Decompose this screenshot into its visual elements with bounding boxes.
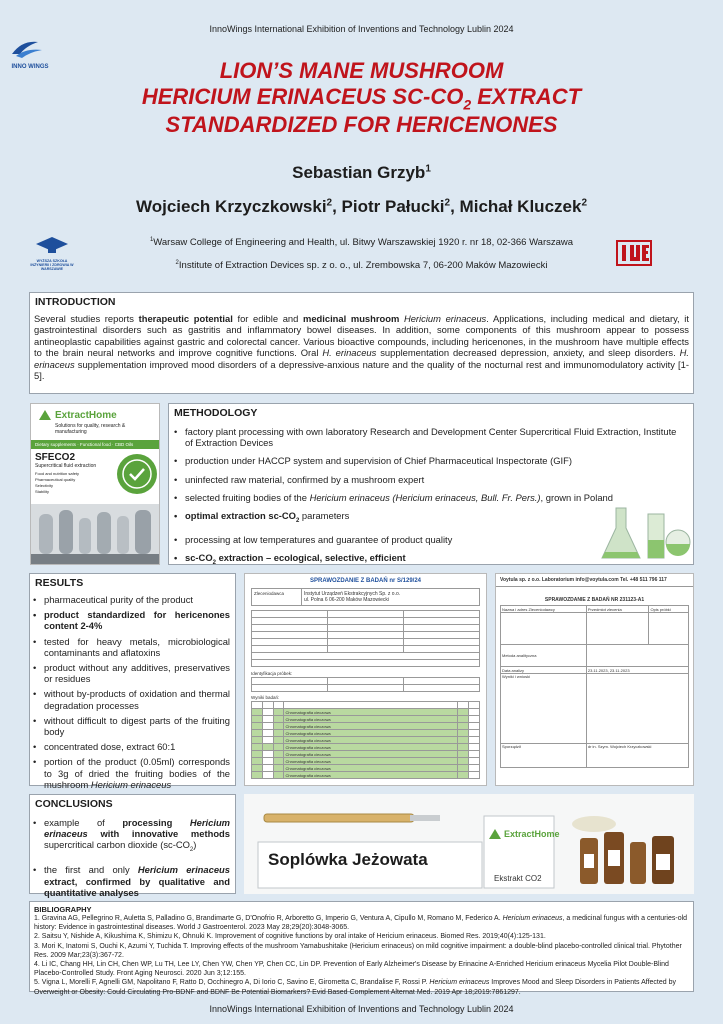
methodology-item: • selected fruiting bodies of the Hericium erinaceus (Hericium erinaceus, Bull. Fr. Pers.), grown in Poland	[174, 492, 686, 503]
report1-results-table: Chromatografia cieczowa Chromatografia cieczowa Chromatografia cieczowa Chromatografia cieczowa Chromatografia cieczowa Chromatografia cieczowa Chromatografia cieczowa Chromatografia cieczowa Chromatografia cieczowa Chromatografia cieczowa	[251, 701, 480, 779]
results-item: • tested for heavy metals, microbiological contaminants and aflatoxins	[33, 636, 230, 658]
extracthome-logo-icon	[37, 408, 53, 422]
lab-report-2	[495, 573, 694, 786]
product-brand: ExtractHome	[504, 829, 560, 839]
results-item: • pharmaceutical purity of the product	[33, 594, 230, 605]
school-logo	[28, 236, 76, 270]
brochure-feature: Pharmaceutical quality	[35, 477, 76, 482]
report1-ident-label: Identyfikacja próbek:	[251, 671, 293, 676]
results-item: • without difficult to digest parts of the fruiting body	[33, 715, 230, 737]
lab-report-1	[244, 573, 487, 786]
results-item: • concentrated dose, extract 60:1	[33, 741, 230, 752]
products-image	[244, 794, 694, 894]
conclusions-section	[29, 794, 236, 898]
brochure-feature: Selectivity	[35, 483, 54, 488]
bibliography-item: 4. Li IC, Chang HH, Lin CH, Chen WP, Lu TH, Lee LY, Chen YW, Chen YP, Chen CC, Lin DP. Prevention of Early Alzheimer's Disease by Erinacine A-Enriched Hericium erinaceus Mycelia Pilot Double-Blind Placebo-Controlled Study. Front Aging Neurosci. 2020 Jun 3;12:155.	[34, 961, 669, 978]
methodology-item: • processing at low temperatures and guarantee of product quality	[174, 534, 686, 545]
author-line2: Wojciech Krzyczkowski$^2$, Piotr Pałucki$^2$, Michał Kluczek$^2$	[136, 197, 587, 216]
title-line1: LION’S MANE MUSHROOM	[219, 58, 504, 83]
report1-info-table	[251, 610, 480, 667]
report1-ident-table	[251, 677, 480, 692]
results-item: • without by-products of oxidation and thermal degradation processes	[33, 688, 230, 710]
methodology-item: • production under HACCP system and supervision of Chief Pharmaceutical Inspectorate (GIF)	[174, 455, 686, 466]
brochure-image	[30, 403, 160, 565]
methodology-item: • $sc-CO_2$ extraction – ecological, selective, efficient	[174, 552, 686, 569]
brochure-categories: Dietary supplements · Functional food · CBD Oils	[31, 440, 159, 449]
brochure-feature: Stability	[35, 489, 50, 494]
footer-event: InnoWings International Exhibition of Inventions and Technology Lublin 2024	[209, 1004, 514, 1014]
results-section	[29, 573, 236, 790]
brochure-brand: ExtractHome	[55, 409, 117, 421]
bibliography-section	[29, 901, 694, 996]
bibliography-item: 1. Gravina AG, Pellegrino R, Auletta S, Palladino G, Brandimarte G, D'Onofrio R, Arboretto G, Imperio G, Ventura A, Cipullo M, Romano M, Federico A. Hericium erinaceus, a medicinal fungus with a centuries-old history: Evidence in gastrointestinal diseases. World J Gastroenterol. 2023 May 28;29(20):3048-3065.	[34, 915, 688, 932]
brochure-product-sub: Supercritical fluid extraction	[35, 463, 97, 469]
innowings-logo-text: INNO WINGS	[11, 64, 49, 70]
quality-badge-icon	[115, 452, 159, 496]
report1-client: Instytut Urządzeń Ekstrakcyjnych Sp. z o.o.	[304, 591, 401, 597]
affiliation-2: $^2$Institute of Extraction Devices sp. z o. o., ul. Zrembowska 7, 06-200 Maków Mazowiecki	[175, 260, 548, 272]
product-box-sub: Ekstrakt CO2	[494, 874, 542, 883]
iue-logo-icon	[616, 238, 652, 268]
products-illustration	[244, 794, 694, 894]
report1-results-label: Wyniki badań:	[251, 695, 280, 700]
brochure-tagline: Solutions for quality, research & manufacturing	[55, 423, 126, 435]
iue-logo	[616, 238, 652, 268]
affiliation-1: $^1$Warsaw College of Engineering and Health, ul. Bitwy Warszawskiej 1920 r. nr 18, 02-366 Warszawa	[149, 237, 574, 249]
methodology-heading: METHODOLOGY	[174, 407, 258, 419]
results-heading: RESULTS	[35, 577, 84, 589]
introduction-section	[29, 292, 694, 394]
header-event: InnoWings International Exhibition of Inventions and Technology Lublin 2024	[209, 24, 514, 34]
extraction-plant-illustration	[31, 504, 159, 564]
school-logo-text: WYŻSZA SZKOŁA INŻYNIERII I ZDROWIA W WARSZAWIE	[30, 259, 74, 272]
product-box-label: Soplówka Jeżowata	[268, 850, 428, 869]
title-line3: STANDARDIZED FOR HERICENONES	[165, 112, 558, 137]
methodology-item: • uninfected raw material, confirmed by a mushroom expert	[174, 474, 686, 485]
lab-glassware-image	[596, 478, 692, 562]
conclusions-item: • example of processing Hericium erinaceus with innovative methods supercritical carbon dioxide $(sc-CO_2)$	[33, 817, 230, 856]
title-line2: HERICIUM ERINACEUS $SC-CO_2$ EXTRACT	[141, 84, 582, 113]
report1-client-label: Zleceniodawca	[252, 589, 302, 605]
bibliography-item: 2. Saitsu Y, Nishide A, Kikushima K, Shimizu K, Ohnuki K. Improvement of cognitive functions by oral intake of Hericium erinaceus. Biomed Res. 2019;40(4):125-131.	[34, 933, 546, 941]
extracthome-logo-icon	[488, 828, 502, 840]
brochure-product: SFECO2	[35, 452, 76, 463]
report2-header: Voytula sp. z o.o. Laboratorium info@voytula.com Tel. +48 511 796 117	[496, 574, 693, 587]
conclusions-heading: CONCLUSIONS	[35, 798, 113, 810]
introduction-heading: INTRODUCTION	[35, 296, 116, 308]
introduction-text: Several studies reports therapeutic potential for edible and medicinal mushroom Hericium erinaceus. Applications, including medical and dietary, it gastrointestinal disorders such as gastritis and inflammatory bowel diseases. In addition, some components of this mushroom appear to possess antineoplastic capabilities against gastric and colorectal cancer. Various bioactive compounds, including hericenones, in the mushroom have multiple effects to the brain neural networks and improve cognitive functions. Oral H. erinaceus supplementation decreased depression, anxiety, and sleep disorders. H. erinaceus supplementation improved mood disorders of a depressive-anxious nature and the quality of the nocturnal rest and immunomodulatory activity [1-5].	[34, 313, 689, 382]
report1-title: SPRAWOZDANIE Z BADAŃ nr S/129/24	[309, 578, 422, 584]
methodology-item: • factory plant processing with own laboratory Research and Development Center Supercritical Fluid Extraction, Institute of Extraction Devices	[174, 426, 686, 448]
school-crest-icon	[28, 236, 76, 254]
bibliography-heading: BIBLIOGRAPHY	[34, 905, 92, 914]
author-line1: Sebastian Grzyb$^1$	[292, 163, 431, 182]
brochure-feature: Food and nutrition safety	[35, 471, 80, 476]
report2-table: Nazwa i adres Zleceniodawcy Przedmiot zlecenia Opis próbki Metoda analityczna Data analizy 23.11.2023, 23.11.2023 Wyniki i wnioski Sporządził dr in. Szym. Wojciech Krzyczkowski	[500, 605, 689, 768]
results-item: • product without any additives, preservatives or residues	[33, 662, 230, 684]
results-item: • portion of the product (0.05ml) corresponds to 3g of dried the fruiting bodies of the mushroom Hericium erinaceus	[33, 756, 230, 790]
methodology-item: • optimal extraction $sc-CO_2$ parameters	[174, 510, 686, 527]
report2-title: SPRAWOZDANIE Z BADAŃ NR 231123-A1	[544, 597, 645, 603]
bibliography-item: 5. Vigna L, Morelli F, Agnelli GM, Napolitano F, Ratto D, Occhinegro A, Di Iorio C, Savino E, Girometta C, Brandalise F, Rossi P. Hericium erinaceus Improves Mood and Sleep Disorders in Patients Affected by Overweight or Obesity: Could Circulating Pro-BDNF and BDNF Be Potential Biomarkers? Evid Based Complement Alternat Med. 2019 Apr 18;2019:7861297.	[34, 979, 676, 996]
report1-address: ul. Polna 6 06-200 Maków Mazowiecki	[304, 597, 390, 603]
conclusions-item: • the first and only Hericium erinaceus extract, confirmed by qualitative and quantitative analyses	[33, 864, 230, 898]
results-item: • product standardized for hericenones content 2-4%	[33, 609, 230, 631]
bibliography-item: 3. Mori K, Inatomi S, Ouchi K, Azumi Y, Tuchida T. Improving effects of the mushroom Yamabushitake (Hericium erinaceus) on mild cognitive impairment: a double-blind placebo-controlled clinical trial. Phytother Res. 2009 Mar;23(3):367-72.	[34, 942, 682, 959]
